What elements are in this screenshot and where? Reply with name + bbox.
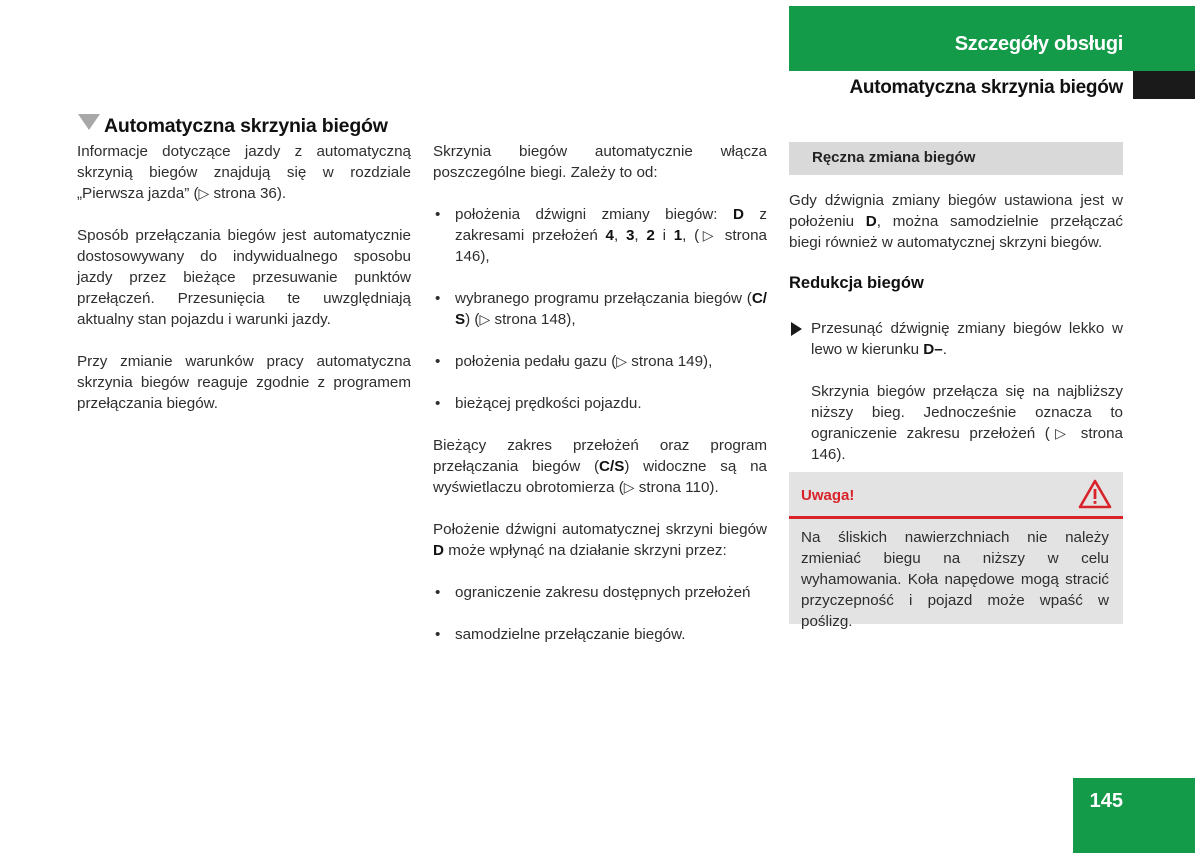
warning-triangle-icon: [1078, 479, 1112, 514]
text: Informacje dotyczące jazdy z automatyczną skrzynią biegów znajdują się w rozdziale „Pierwsza jazda” (: [77, 143, 411, 202]
paragraph-lever-d: [433, 519, 767, 561]
dependency-list: [433, 204, 767, 414]
paragraph-first-drive: [77, 141, 411, 204]
gear-D-minus: D–: [923, 341, 943, 358]
text: strona 149),: [627, 353, 713, 370]
paragraph-shift-mode: Sposób przełączania biegów jest automatycznie dostosowywany do indywidualnego sposobu jazdy przez bieżące przesuwanie punktów przełączeń. Przesunięcia te uwzględniają aktualny stan pojazdu i warunki jazdy.: [77, 227, 411, 328]
page-ref-triangle-icon: ▷: [198, 185, 210, 201]
text: strona 146),: [455, 227, 767, 265]
gear-1: 1: [673, 227, 683, 244]
text: może wpłynąć na działanie skrzyni przez:: [443, 542, 727, 559]
list-item: [433, 288, 767, 330]
gear-4: 4: [605, 227, 614, 244]
warning-text: Na śliskich nawierzchniach nie należy zmieniać biegu na niższy w celu wyhamowania. Koła napędowe mogą stracić przyczepność i pojazd może wpaść w poślizg.: [801, 529, 1109, 630]
gear-D: D: [732, 206, 744, 223]
step-item: [789, 318, 1123, 360]
column-3: [789, 190, 1123, 274]
page-ref-triangle-icon: ▷: [699, 227, 718, 243]
downshift-steps: [789, 318, 1123, 465]
program-cs: C/ S: [455, 290, 767, 328]
gear-3: 3: [625, 227, 635, 244]
text: .: [942, 341, 947, 358]
text: Skrzynia biegów przełącza się na najbliższy niższy bieg. Jednocześnie oznacza to ograniczenie zakresu przełożeń (: [811, 383, 1123, 442]
text: ,: [634, 227, 647, 244]
list-item: [433, 204, 767, 267]
text: wybranego programu przełączania biegów (: [455, 290, 752, 307]
section-title: Szczegóły obsługi: [954, 33, 1123, 55]
text: strona 36).: [209, 185, 287, 202]
list-item: • bieżącej prędkości pojazdu.: [433, 393, 767, 414]
text: ) widoczne są na wyświetlaczu obrotomierza (: [433, 458, 767, 496]
column-1: [77, 141, 411, 435]
gear-2: 2: [646, 227, 655, 244]
page-heading: [78, 114, 388, 138]
list-item: [433, 351, 767, 372]
gear-D: D: [433, 542, 444, 559]
page-number-box: [1073, 778, 1195, 853]
text: Gdy dźwignia zmiany biegów ustawiona jest w położeniu: [789, 192, 1123, 230]
list-item: • samodzielne przełączanie biegów.: [433, 624, 767, 645]
page-ref-triangle-icon: ▷: [1049, 425, 1072, 441]
text: i: [654, 227, 674, 244]
gear-D: D: [865, 213, 877, 230]
heading-triangle-icon: [78, 114, 100, 130]
column-2: [433, 141, 767, 666]
program-cs: C/S: [599, 458, 625, 475]
page-number: 145: [1089, 790, 1123, 812]
warning-divider: [789, 516, 1123, 519]
paragraph-display: [433, 435, 767, 498]
paragraph-conditions: Przy zmianie warunków pracy automatyczna skrzynia biegów reaguje zgodnie z programem przełączania biegów.: [77, 353, 411, 412]
list-item: • ograniczenie zakresu dostępnych przełożeń: [433, 582, 767, 603]
page-ref-triangle-icon: ▷: [616, 353, 628, 369]
text: strona 146).: [811, 425, 1123, 463]
header-black-tab: [1133, 71, 1195, 99]
text: , można samodzielnie przełączać biegi również w automatycznej skrzyni biegów.: [789, 213, 1123, 251]
text: Bieżący zakres przełożeń oraz program przełączania biegów (: [433, 437, 767, 475]
paragraph-manual: [789, 190, 1123, 253]
warning-box: [789, 472, 1123, 630]
text: Położenie dźwigni automatycznej skrzyni biegów: [433, 521, 767, 538]
text: strona 110).: [634, 479, 719, 496]
warning-title: Uwaga!: [801, 487, 855, 504]
page-ref-triangle-icon: ▷: [479, 311, 491, 327]
text: ,: [614, 227, 626, 244]
text: strona 148),: [490, 311, 576, 328]
step-result: [789, 381, 1123, 465]
text: położenia pedału gazu (: [455, 353, 617, 370]
manual-shift-bar: [789, 142, 1123, 175]
effect-list: [433, 582, 767, 645]
paragraph-intro: Skrzynia biegów automatycznie włącza poszczególne biegi. Zależy to od:: [433, 143, 767, 181]
text: z zakresami przełożeń: [455, 206, 767, 244]
subsection-title: Automatyczna skrzynia biegów: [849, 77, 1123, 98]
manual-shift-title: Ręczna zmiana biegów: [812, 149, 976, 166]
downshift-title: Redukcja biegów: [789, 274, 924, 292]
page-ref-triangle-icon: ▷: [623, 479, 635, 495]
heading-text: Automatyczna skrzynia biegów: [104, 115, 388, 137]
text: Przesunąć dźwignię zmiany biegów lekko w lewo w kierunku: [811, 320, 1123, 358]
text: położenia dźwigni zmiany biegów:: [455, 206, 733, 223]
text: ) (: [465, 311, 480, 328]
step-arrow-icon: [791, 322, 802, 336]
text: , (: [682, 227, 700, 244]
